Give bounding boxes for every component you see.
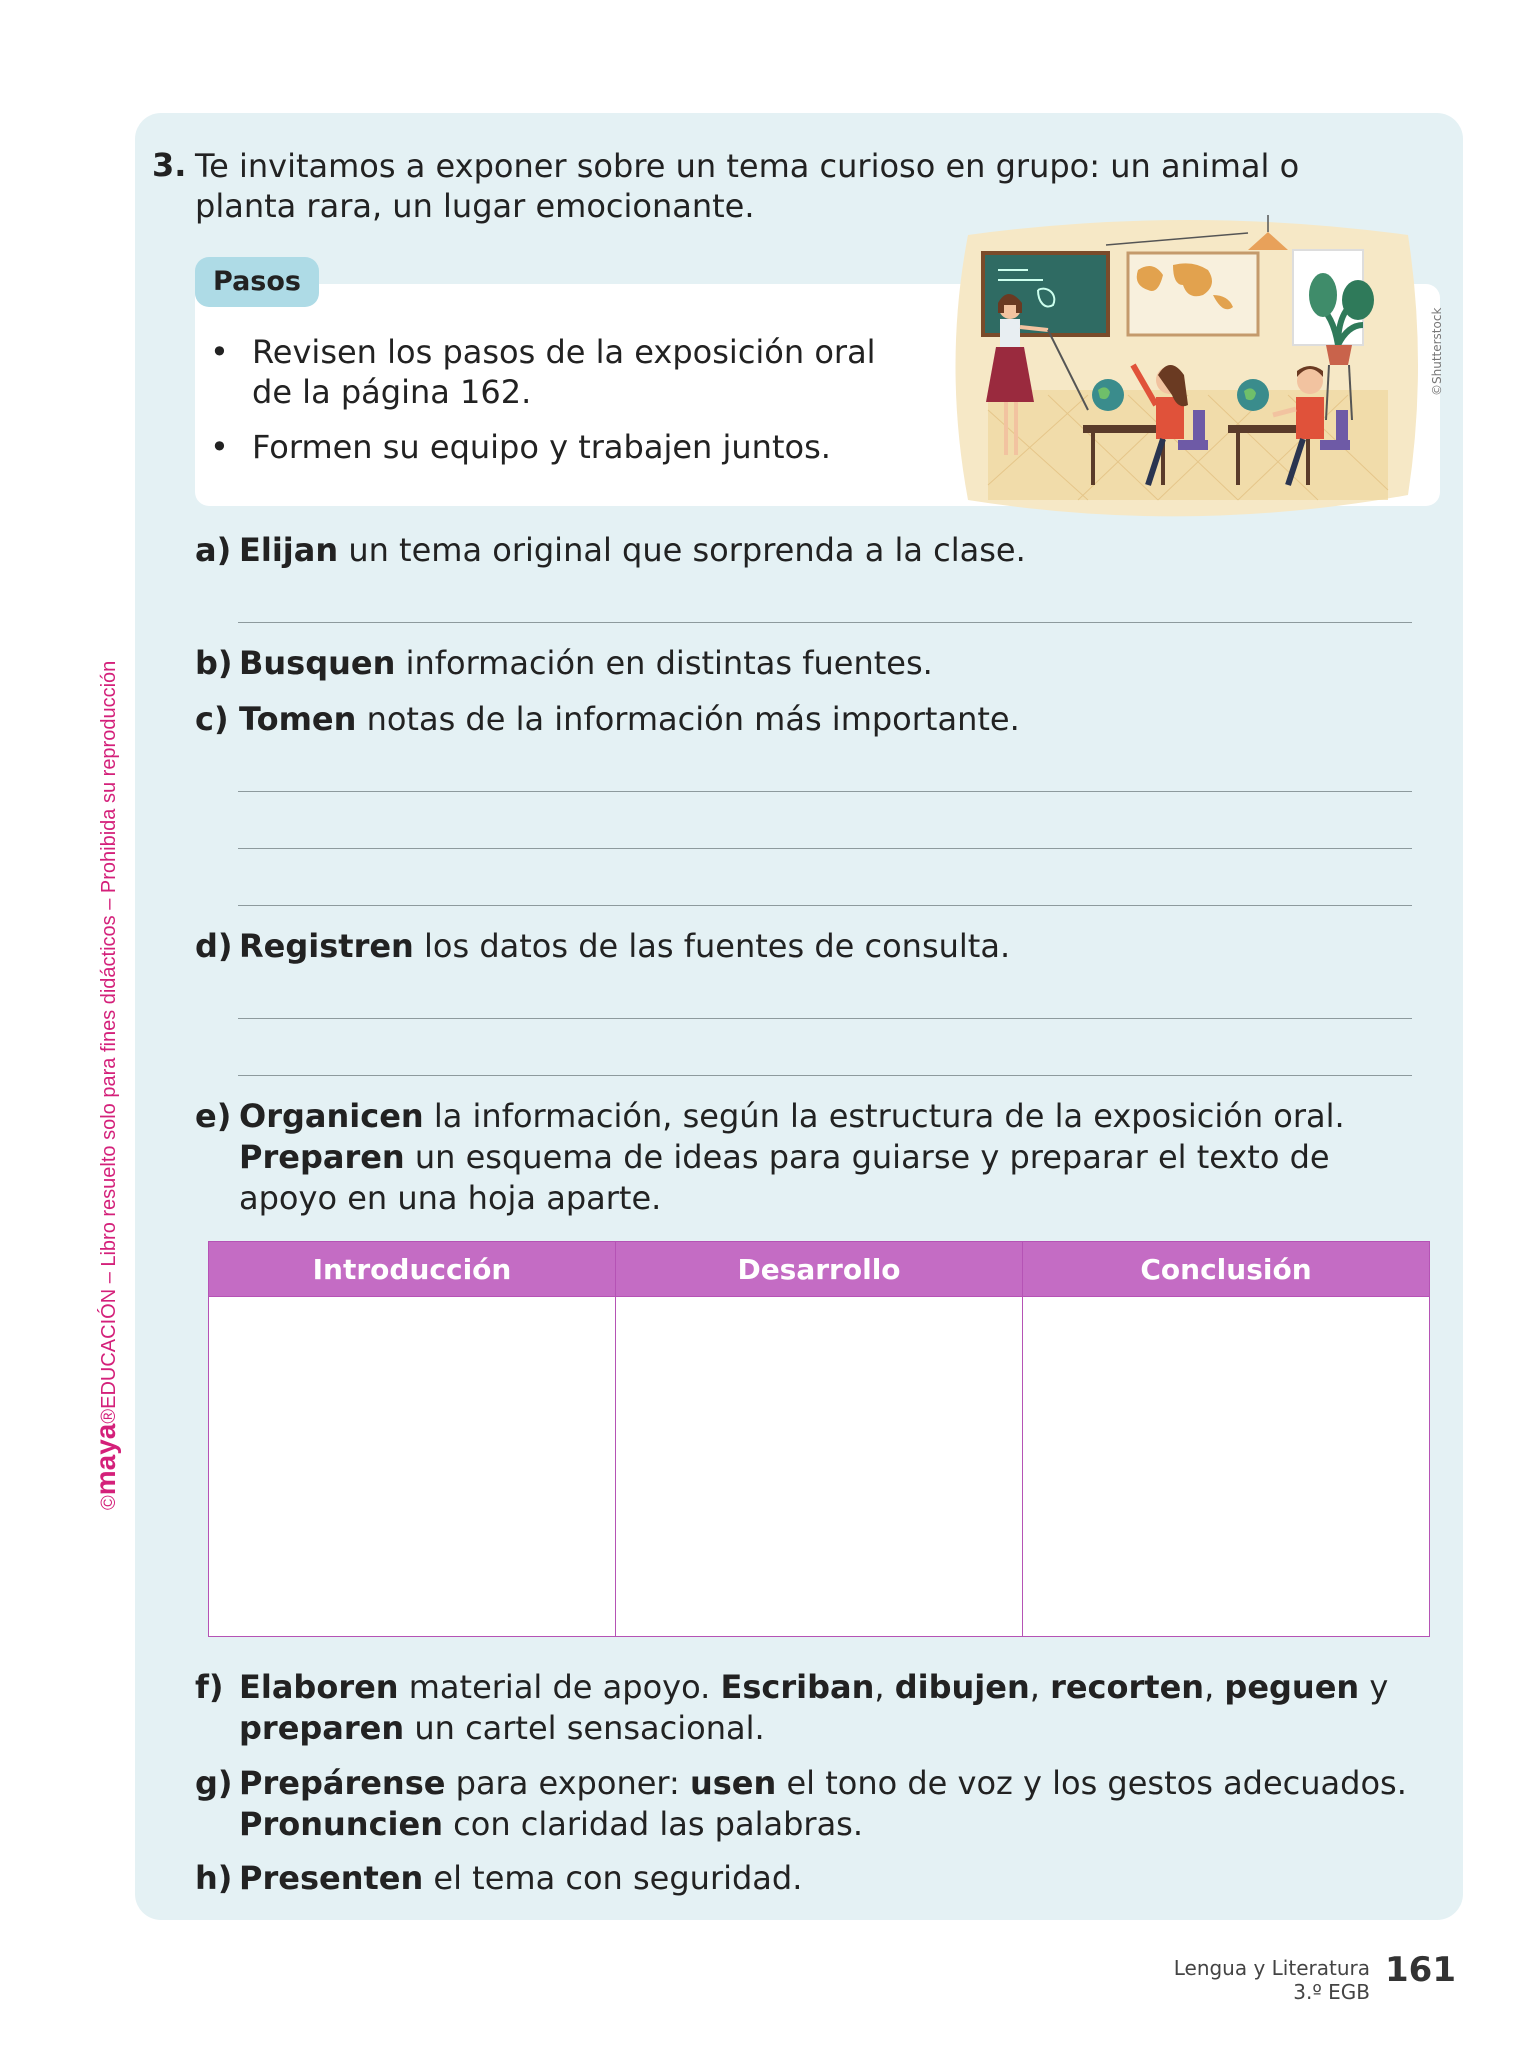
task-verb: Escriban — [720, 1668, 875, 1706]
answer-line[interactable] — [238, 622, 1412, 623]
task-verb: Prepárense — [239, 1764, 446, 1802]
answer-line[interactable] — [238, 905, 1412, 906]
task-verb: Tomen — [239, 700, 357, 738]
task-text: los datos de las fuentes de consulta. — [413, 927, 1011, 965]
step-item — [210, 332, 910, 412]
task-text: la información, según la estructura de la exposición oral. — [423, 1097, 1345, 1135]
task-verb: Organicen — [239, 1097, 424, 1135]
task-b — [195, 643, 1435, 684]
task-f — [195, 1667, 1435, 1749]
answer-line[interactable] — [238, 848, 1412, 849]
organizer-header-row — [209, 1242, 1430, 1297]
task-e — [195, 1096, 1435, 1219]
organizer-body-row — [209, 1297, 1430, 1637]
task-verb: Presenten — [239, 1859, 424, 1897]
side-credit-text: EDUCACIÓN – Libro resuelto solo para fines didácticos – Prohibida su reproducción — [98, 660, 120, 1409]
task-label: h) — [195, 1859, 233, 1897]
header-introduccion: Introducción — [209, 1242, 616, 1297]
task-text: información en distintas fuentes. — [395, 644, 933, 682]
answer-line[interactable] — [238, 1075, 1412, 1076]
header-desarrollo: Desarrollo — [616, 1242, 1023, 1297]
task-verb: dibujen — [894, 1668, 1030, 1706]
task-g — [195, 1763, 1435, 1845]
task-a — [195, 530, 1435, 571]
task-text: con claridad las palabras. — [442, 1805, 864, 1843]
task-label: g) — [195, 1764, 233, 1802]
task-text: notas de la información más importante. — [356, 700, 1020, 738]
page-number: 161 — [1385, 1950, 1456, 1990]
registered-symbol: ® — [98, 1408, 120, 1424]
task-h — [195, 1858, 1435, 1899]
task-d — [195, 926, 1435, 967]
copyright-symbol: © — [98, 1495, 120, 1510]
task-verb: Elaboren — [239, 1668, 399, 1706]
task-text: , — [1204, 1668, 1225, 1706]
header-conclusion: Conclusión — [1023, 1242, 1430, 1297]
task-text: , — [1029, 1668, 1051, 1706]
footer-subject — [1120, 1956, 1370, 2004]
step-item — [210, 427, 910, 467]
task-verb: Registren — [239, 927, 414, 965]
task-verb: Pronuncien — [239, 1805, 443, 1843]
task-label: d) — [195, 927, 233, 965]
task-label: c) — [195, 700, 229, 738]
cell-conclusion[interactable] — [1023, 1297, 1430, 1637]
grade-level: 3.º EGB — [1293, 1980, 1370, 2004]
task-label: b) — [195, 644, 233, 682]
task-verb: usen — [689, 1764, 777, 1802]
step-text: Revisen los pasos de la exposición oral de la página 162. — [252, 333, 876, 411]
task-text: material de apoyo. — [398, 1668, 721, 1706]
task-verb: peguen — [1224, 1668, 1360, 1706]
task-text: un cartel sensacional. — [404, 1709, 765, 1747]
task-text: un esquema de ideas para guiarse y preparar el texto de apoyo en una hoja aparte. — [239, 1138, 1330, 1217]
step-text: Formen su equipo y trabajen juntos. — [252, 428, 831, 466]
cell-desarrollo[interactable] — [616, 1297, 1023, 1637]
activity-instruction: Te invitamos a exponer sobre un tema curioso en grupo: un animal o planta rara, un lugar emocionante. — [195, 147, 1300, 225]
task-text: el tema con seguridad. — [423, 1859, 803, 1897]
answer-line[interactable] — [238, 1018, 1412, 1019]
task-verb: preparen — [239, 1709, 405, 1747]
bullet: • — [210, 333, 229, 371]
task-label: e) — [195, 1097, 232, 1135]
task-text: para exponer: — [445, 1764, 690, 1802]
steps-tab-label: Pasos — [195, 257, 319, 307]
answer-line[interactable] — [238, 791, 1412, 792]
activity-number: 3. — [152, 146, 187, 184]
task-verb: Busquen — [239, 644, 396, 682]
task-verb: Preparen — [239, 1138, 405, 1176]
task-label: a) — [195, 531, 232, 569]
task-text: un tema original que sorprenda a la clase. — [338, 531, 1026, 569]
classroom-illustration — [948, 215, 1424, 520]
task-verb: recorten — [1050, 1668, 1205, 1706]
subject-name: Lengua y Literatura — [1173, 1956, 1370, 1980]
bullet: • — [210, 428, 229, 466]
copyright-side-credit — [90, 550, 122, 1510]
image-credit: ©Shutterstock — [1430, 307, 1444, 396]
task-label: f) — [195, 1668, 224, 1706]
task-text: el tono de voz y los gestos adecuados. — [776, 1764, 1407, 1802]
task-text: y — [1359, 1668, 1389, 1706]
organizer-table — [208, 1241, 1430, 1637]
task-text: , — [874, 1668, 895, 1706]
cell-introduccion[interactable] — [209, 1297, 616, 1637]
task-verb: Elijan — [239, 531, 339, 569]
brand-logo-text: maya — [90, 1423, 121, 1496]
task-c — [195, 699, 1435, 740]
